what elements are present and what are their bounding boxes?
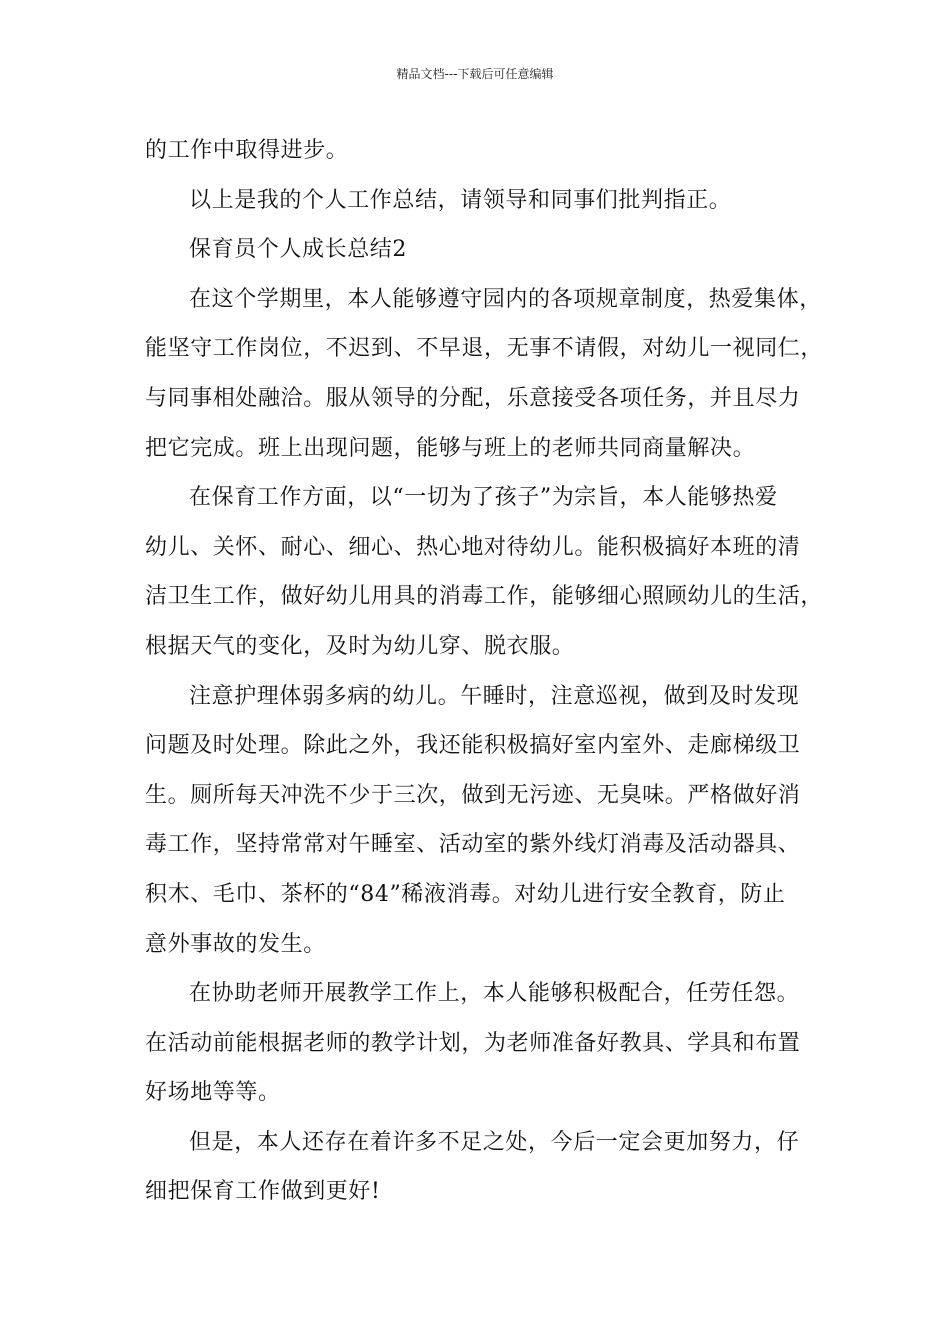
text-line: 幼儿、关怀、耐心、细心、热心地对待幼儿。能积极搞好本班的清 xyxy=(145,534,801,560)
text-line: 好场地等等。 xyxy=(145,1080,281,1106)
text-line: 在这个学期里，本人能够遵守园内的各项规章制度，热爱集体， xyxy=(189,286,822,312)
document-body xyxy=(145,126,824,1217)
text-line: 能坚守工作岗位，不迟到、不早退，无事不请假，对幼儿一视同仁， xyxy=(145,336,824,362)
text-line: 在协助老师开展教学工作上，本人能够积极配合，任劳任怨。 xyxy=(189,981,800,1007)
text-line: 在保育工作方面，以“一切为了孩子”为宗旨，本人能够热爱 xyxy=(189,485,778,511)
text-line: 生。厕所每天冲洗不少于三次，做到无污迹、无臭味。严格做好消 xyxy=(145,782,801,808)
page-header: 精品文档---下载后可任意编辑 xyxy=(396,67,554,81)
text-line: 意外事故的发生。 xyxy=(145,931,326,957)
text-line: 积木、毛巾、茶杯的“84”稀液消毒。对幼儿进行安全教育，防止 xyxy=(145,881,786,907)
text-line: 注意护理体弱多病的幼儿。午睡时，注意巡视，做到及时发现 xyxy=(189,683,800,709)
text-line: 细把保育工作做到更好! xyxy=(145,1179,381,1205)
text-line: 洁卫生工作，做好幼儿用具的消毒工作，能够细心照顾幼儿的生活， xyxy=(145,584,824,610)
text-line: 以上是我的个人工作总结，请领导和同事们批判指正。 xyxy=(189,187,732,213)
text-line: 问题及时处理。除此之外，我还能积极搞好室内室外、走廊梯级卫 xyxy=(145,733,801,759)
text-line: 在活动前能根据老师的教学计划，为老师准备好教具、学具和布置 xyxy=(145,1030,801,1056)
text-line: 的工作中取得进步。 xyxy=(145,138,349,163)
text-line: 与同事相处融洽。服从领导的分配，乐意接受各项任务，并且尽力 xyxy=(145,385,801,411)
text-line: 把它完成。班上出现问题，能够与班上的老师共同商量解决。 xyxy=(145,435,756,461)
text-line: 毒工作，坚持常常对午睡室、活动室的紫外线灯消毒及活动器具、 xyxy=(145,832,801,858)
text-line: 根据天气的变化，及时为幼儿穿、脱衣服。 xyxy=(145,633,575,659)
section-title: 保育员个人成长总结2 xyxy=(189,237,407,263)
text-line: 但是，本人还存在着许多不足之处，今后一定会更加努力，仔 xyxy=(189,1129,800,1155)
